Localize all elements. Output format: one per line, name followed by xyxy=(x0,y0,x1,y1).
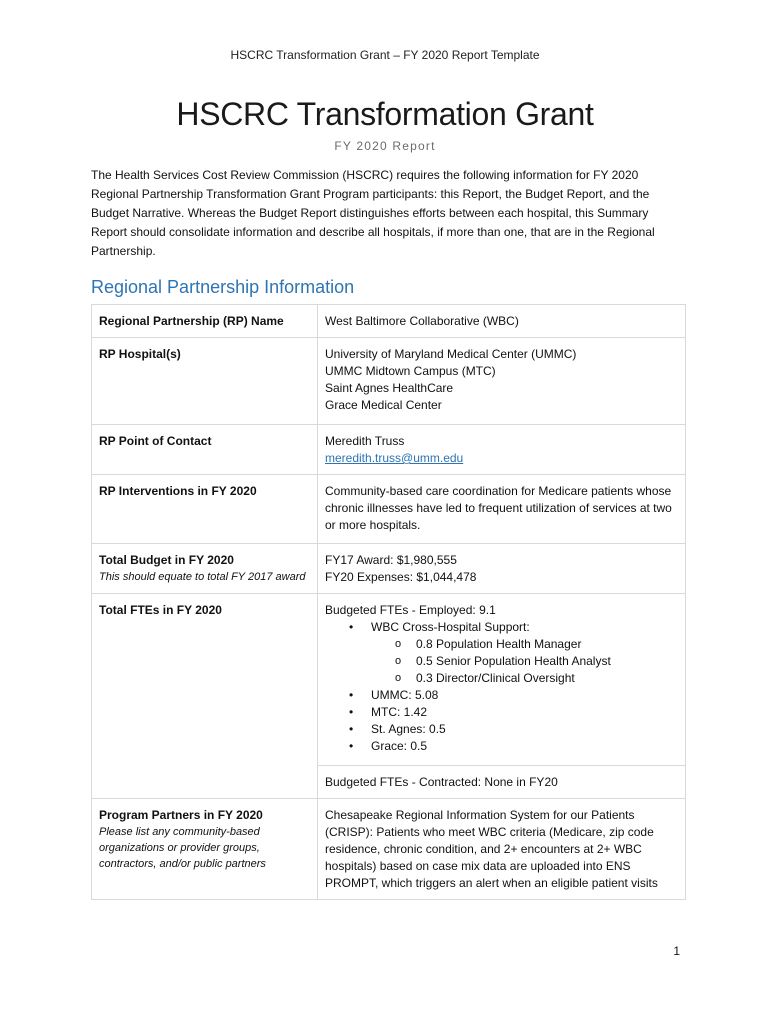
row-value xyxy=(318,766,686,799)
partners-value: Chesapeake Regional Information System for our Patients (CRISP): Patients who meet WBC criteria (Medicare, zip code residence, chronic condition, and 2+ encounters at 2+ WBC hospitals) based on case mix data are uploaded into ENS PROMPT, which triggers an alert when an eligible patient visits xyxy=(325,808,658,890)
hospital-name: University of Maryland Medical Center (UMMC) xyxy=(325,347,577,361)
budget-expenses: FY20 Expenses: $1,044,478 xyxy=(325,570,477,584)
row-value xyxy=(318,305,686,338)
page-number: 1 xyxy=(673,944,680,958)
list-item xyxy=(371,721,677,738)
row-value xyxy=(318,338,686,425)
hospital-name: Grace Medical Center xyxy=(325,398,442,412)
row-label xyxy=(92,799,318,900)
budget-label: Total Budget in FY 2020 xyxy=(99,553,234,567)
partners-note: Please list any community-based organizations or provider groups, contractors, and/or public partners xyxy=(99,826,266,870)
rp-name-value: West Baltimore Collaborative (WBC) xyxy=(325,314,519,328)
cross-hospital-role: 0.5 Senior Population Health Analyst xyxy=(416,654,611,668)
hospital-name: Saint Agnes HealthCare xyxy=(325,381,454,395)
hospital-fte: Grace: 0.5 xyxy=(371,739,428,753)
row-value xyxy=(318,594,686,766)
table-row xyxy=(92,305,686,338)
list-item xyxy=(416,670,677,687)
row-label xyxy=(92,425,318,475)
cross-hospital-label: WBC Cross-Hospital Support: xyxy=(371,620,530,634)
interventions-label: RP Interventions in FY 2020 xyxy=(99,484,257,498)
row-label xyxy=(92,544,318,594)
table-row xyxy=(92,475,686,544)
document-title: HSCRC Transformation Grant xyxy=(176,96,594,132)
interventions-value: Community-based care coordination for Medicare patients whose chronic illnesses have led to frequent utilization of services at two or more hospitals. xyxy=(325,484,672,532)
rp-hospitals-label: RP Hospital(s) xyxy=(99,347,181,361)
ftes-contracted: Budgeted FTEs - Contracted: None in FY20 xyxy=(325,775,558,789)
partners-label: Program Partners in FY 2020 xyxy=(99,808,263,822)
cross-hospital-role: 0.3 Director/Clinical Oversight xyxy=(416,671,575,685)
table-row xyxy=(92,425,686,475)
row-label xyxy=(92,475,318,544)
table-row xyxy=(92,338,686,425)
cross-hospital-role: 0.8 Population Health Manager xyxy=(416,637,582,651)
contact-name: Meredith Truss xyxy=(325,434,405,448)
list-item xyxy=(371,738,677,755)
cross-hospital-list xyxy=(371,636,677,687)
table-row xyxy=(92,594,686,766)
running-header: HSCRC Transformation Grant – FY 2020 Report Template xyxy=(230,48,540,62)
row-label xyxy=(92,594,318,799)
row-value xyxy=(318,799,686,900)
row-label xyxy=(92,305,318,338)
intro-paragraph: The Health Services Cost Review Commission (HSCRC) requires the following information for FY 2020 Regional Partnership Transformation Grant Program participants: this Report, the Budget Report, and the Budget Narrative. Whereas the Budget Report distinguishes efforts between each hospital, this Summary Report should consolidate information and describe all hospitals, if more than one, that are in the Regional Partnership. xyxy=(91,168,655,258)
row-value xyxy=(318,475,686,544)
list-item xyxy=(371,687,677,704)
ftes-label: Total FTEs in FY 2020 xyxy=(99,603,222,617)
budget-note: This should equate to total FY 2017 award xyxy=(99,571,306,583)
section-heading: Regional Partnership Information xyxy=(91,277,355,297)
row-value xyxy=(318,425,686,475)
regional-partnership-table xyxy=(91,304,686,900)
hospital-fte: UMMC: 5.08 xyxy=(371,688,439,702)
list-item xyxy=(416,636,677,653)
rp-name-label: Regional Partnership (RP) Name xyxy=(99,314,284,328)
table-row xyxy=(92,544,686,594)
hospital-name: UMMC Midtown Campus (MTC) xyxy=(325,364,496,378)
budget-award: FY17 Award: $1,980,555 xyxy=(325,553,457,567)
row-label xyxy=(92,338,318,425)
contact-label: RP Point of Contact xyxy=(99,434,212,448)
ftes-list xyxy=(325,619,677,755)
list-item xyxy=(416,653,677,670)
table-row xyxy=(92,799,686,900)
hospital-fte: MTC: 1.42 xyxy=(371,705,428,719)
ftes-employed-heading: Budgeted FTEs - Employed: 9.1 xyxy=(325,603,496,617)
contact-email-link[interactable]: meredith.truss@umm.edu xyxy=(325,451,464,465)
hospital-fte: St. Agnes: 0.5 xyxy=(371,722,446,736)
list-item xyxy=(371,619,677,687)
row-value xyxy=(318,544,686,594)
document-subtitle: FY 2020 Report xyxy=(334,139,436,153)
list-item xyxy=(371,704,677,721)
